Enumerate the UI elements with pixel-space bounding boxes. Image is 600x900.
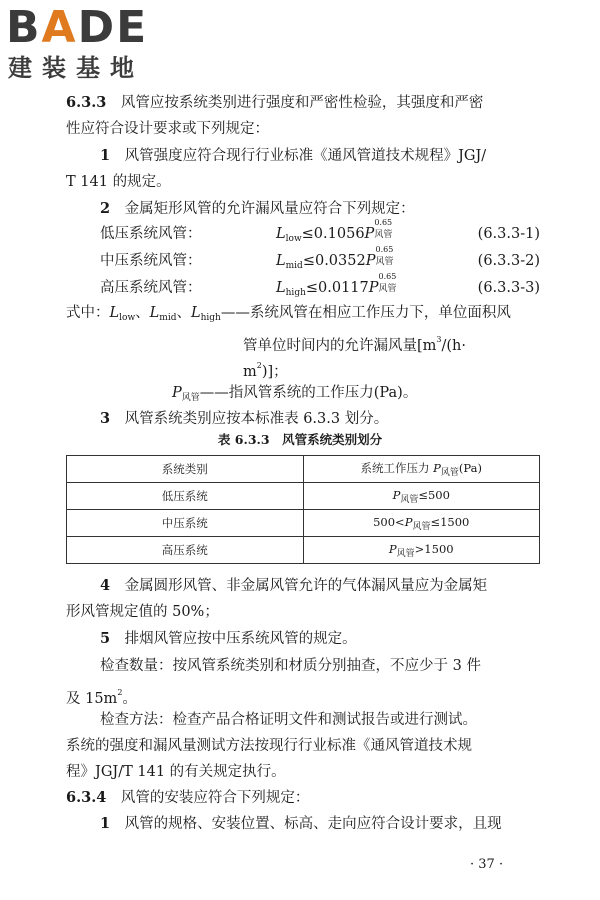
where-line2 bbox=[243, 330, 466, 356]
sub-mid: mid bbox=[159, 313, 177, 323]
var-p: P bbox=[364, 226, 375, 242]
var-l: L bbox=[190, 305, 201, 321]
where-prefix: 式中： bbox=[66, 305, 110, 321]
var-p: P bbox=[368, 280, 379, 296]
item634-1-number: 1 bbox=[100, 815, 111, 832]
formula-mid bbox=[100, 245, 540, 271]
p-subsup bbox=[378, 272, 401, 294]
where-def-line1: 系统风管在相应工作压力下，单位面积风 bbox=[249, 305, 511, 321]
p-sub: 风管 bbox=[400, 494, 419, 505]
item3 bbox=[100, 409, 388, 429]
dash: —— bbox=[220, 305, 250, 321]
where-def-line2: 管单位时间内的允许漏风量[m bbox=[243, 338, 437, 354]
header-pressure bbox=[303, 456, 540, 483]
where-def-line3: m bbox=[243, 364, 257, 380]
var-sub: low bbox=[285, 234, 302, 244]
p-sub: 风管 bbox=[181, 393, 200, 403]
var-p: P bbox=[365, 253, 376, 269]
table-row bbox=[67, 537, 540, 564]
p-sub: 风管 bbox=[412, 521, 431, 532]
equation-number: (6.3.3-3) bbox=[477, 280, 540, 296]
separator: 、 bbox=[176, 305, 191, 321]
check-qty-end: 。 bbox=[122, 691, 137, 707]
pressure-post: ≤500 bbox=[418, 487, 450, 502]
item3-number: 3 bbox=[100, 410, 111, 427]
header-category: 系统类别 bbox=[67, 456, 304, 483]
item4-line1 bbox=[100, 576, 487, 596]
separator: 、 bbox=[135, 305, 150, 321]
header-pressure-text: 系统工作压力 bbox=[360, 461, 434, 475]
item1-line2: T 141 的规定。 bbox=[66, 174, 171, 190]
superscript: 3 bbox=[436, 335, 442, 344]
pressure-class-table bbox=[66, 455, 540, 564]
item1-text: 风管强度应符合现行行业标准《通风管道技术规程》JGJ/ bbox=[124, 148, 487, 164]
pressure-post: ≤1500 bbox=[430, 514, 470, 529]
equation-number: (6.3.3-1) bbox=[477, 226, 540, 242]
check-qty-text: 及 15m bbox=[66, 691, 118, 707]
section-633-line1 bbox=[66, 93, 483, 113]
table-header-row bbox=[67, 456, 540, 483]
item3-text: 风管系统类别应按本标准表 6.3.3 划分。 bbox=[124, 411, 389, 427]
item5-text: 排烟风管应按中压系统风管的规定。 bbox=[124, 631, 357, 647]
item1-line1 bbox=[100, 146, 486, 166]
var-p: P bbox=[404, 514, 413, 529]
item634-1 bbox=[100, 814, 502, 834]
var-p: P bbox=[392, 487, 401, 502]
cell-pressure bbox=[303, 537, 540, 564]
cell-pressure bbox=[303, 483, 540, 510]
formula-low bbox=[100, 218, 540, 244]
logo-latin bbox=[6, 4, 148, 52]
formula-high bbox=[100, 272, 540, 298]
logo-letter-a: A bbox=[41, 2, 78, 53]
var-sub: mid bbox=[285, 261, 303, 271]
table-row bbox=[67, 483, 540, 510]
var-p: P bbox=[433, 461, 441, 475]
section-633-line2: 性应符合设计要求或下列规定： bbox=[66, 121, 269, 137]
p-sub: 风管 bbox=[374, 230, 393, 240]
where-line3 bbox=[243, 356, 288, 382]
item634-1-text: 风管的规格、安装位置、标高、走向应符合设计要求，且现 bbox=[124, 816, 502, 832]
where-p-def bbox=[172, 383, 417, 408]
check-method-line2: 系统的强度和漏风量测试方法按现行行业标准《通风管道技术规 bbox=[66, 738, 472, 754]
formula-coef: ≤0.0117 bbox=[305, 280, 369, 296]
pressure-pre: 500< bbox=[373, 514, 405, 529]
p-sub: 风管 bbox=[440, 468, 459, 478]
item5-number: 5 bbox=[100, 630, 111, 647]
formula-label: 高压系统风管： bbox=[100, 280, 202, 296]
exponent: 0.65 bbox=[375, 245, 394, 254]
check-qty-line1: 检查数量：按风管系统类别和材质分别抽查，不应少于 3 件 bbox=[100, 658, 481, 674]
cell-category: 中压系统 bbox=[67, 510, 304, 537]
formula-coef: ≤0.0352 bbox=[302, 253, 366, 269]
var-l: L bbox=[276, 226, 286, 242]
var-sub: high bbox=[285, 288, 306, 298]
var-l: L bbox=[109, 305, 120, 321]
p-definition: 指风管系统的工作压力(Pa)。 bbox=[228, 385, 418, 401]
p-subsup bbox=[374, 218, 396, 240]
bade-logo bbox=[6, 4, 176, 86]
equation-number: (6.3.3-2) bbox=[477, 253, 540, 269]
item2 bbox=[100, 199, 415, 219]
table-caption: 表 6.3.3 风管系统类别划分 bbox=[217, 432, 383, 447]
item4-number: 4 bbox=[100, 577, 111, 594]
exponent: 0.65 bbox=[378, 272, 397, 281]
section-634-number: 6.3.4 bbox=[66, 789, 107, 806]
superscript: 2 bbox=[117, 688, 123, 697]
table-row bbox=[67, 510, 540, 537]
section-633-number: 6.3.3 bbox=[66, 94, 107, 111]
formula-coef: ≤0.1056 bbox=[301, 226, 365, 242]
p-subsup bbox=[375, 245, 397, 267]
check-method-line1: 检查方法：检查产品合格证明文件和测试报告或进行测试。 bbox=[100, 712, 477, 728]
formula-expression bbox=[276, 272, 401, 303]
item4-text: 金属圆形风管、非金属风管允许的气体漏风量应为金属矩 bbox=[124, 578, 488, 594]
var-p: P bbox=[172, 385, 182, 401]
check-method-line3: 程》JGJ/T 141 的有关规定执行。 bbox=[66, 764, 286, 780]
item1-number: 1 bbox=[100, 147, 111, 164]
section-633-text: 风管应按系统类别进行强度和严密性检验，其强度和严密 bbox=[120, 95, 484, 111]
cell-category: 高压系统 bbox=[67, 537, 304, 564]
sub-high: high bbox=[200, 313, 221, 323]
logo-chinese: 建装基地 bbox=[8, 54, 144, 82]
item5 bbox=[100, 629, 357, 649]
formula-label: 低压系统风管： bbox=[100, 226, 202, 242]
p-sub: 风管 bbox=[396, 548, 415, 559]
superscript: 2 bbox=[256, 361, 262, 370]
cell-pressure bbox=[303, 510, 540, 537]
check-qty-line2 bbox=[66, 683, 137, 709]
sub-low: low bbox=[119, 313, 136, 323]
p-sub: 风管 bbox=[378, 284, 397, 294]
cell-category: 低压系统 bbox=[67, 483, 304, 510]
var-p: P bbox=[388, 541, 397, 556]
header-unit: (Pa) bbox=[458, 461, 482, 475]
section-634 bbox=[66, 788, 309, 808]
where-line1 bbox=[66, 303, 511, 328]
var-l: L bbox=[149, 305, 160, 321]
formula-label: 中压系统风管： bbox=[100, 253, 202, 269]
where-def-line3-end: )]； bbox=[261, 364, 288, 380]
item2-text: 金属矩形风管的允许漏风量应符合下列规定： bbox=[124, 201, 415, 217]
var-l: L bbox=[276, 253, 286, 269]
var-l: L bbox=[276, 280, 286, 296]
logo-letter-b: B bbox=[6, 2, 42, 53]
logo-letters-de: DE bbox=[77, 2, 149, 53]
section-634-text: 风管的安装应符合下列规定： bbox=[120, 790, 310, 806]
item4-line2: 形风管规定值的 50%； bbox=[66, 604, 219, 620]
item2-number: 2 bbox=[100, 200, 111, 217]
where-def-line2-end: /(h· bbox=[441, 338, 466, 354]
page-number: · 37 · bbox=[470, 857, 504, 872]
pressure-post: >1500 bbox=[414, 541, 454, 556]
p-sub: 风管 bbox=[375, 257, 394, 267]
dash: —— bbox=[199, 385, 229, 401]
exponent: 0.65 bbox=[374, 218, 393, 227]
